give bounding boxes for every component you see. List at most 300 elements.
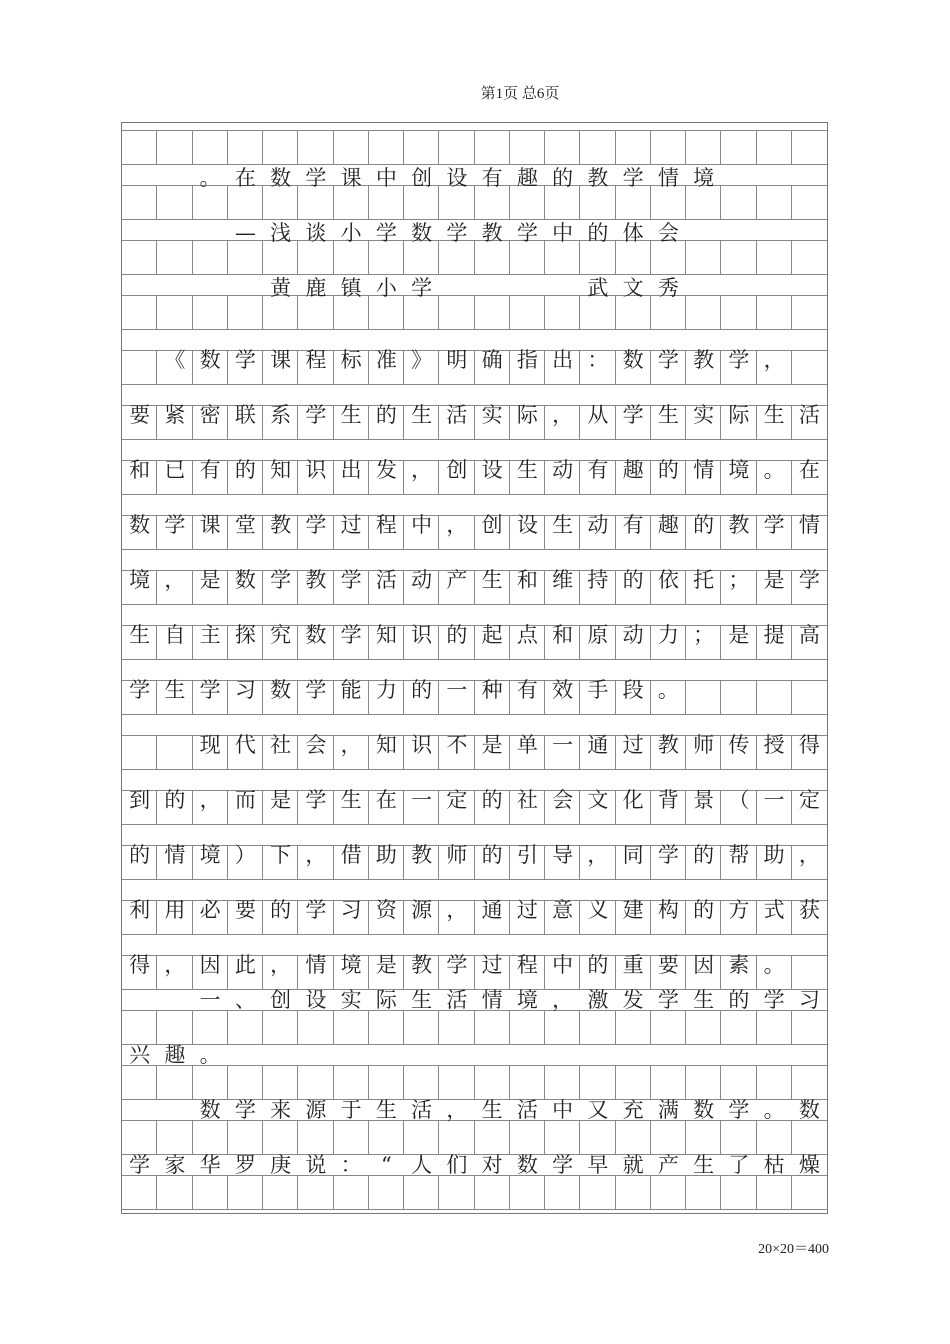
glyph: 从 [587,403,609,427]
glyph: 》 [411,348,433,372]
glyph: 师 [446,843,468,867]
grid-cell [616,1176,651,1209]
glyph: 教 [411,843,433,867]
glyph: 确 [481,348,503,372]
glyph: 而 [234,788,256,812]
glyph: — [234,221,256,245]
glyph: 的 [234,458,256,482]
glyph: 能 [340,678,362,702]
grid-cell [193,131,228,164]
glyph: 利 [129,898,151,922]
glyph: 单 [516,733,538,757]
glyph: 有 [199,458,221,482]
glyph: 素 [728,953,750,977]
glyph: 境 [129,568,151,592]
glyph: 活 [375,568,397,592]
glyph: 活 [798,403,820,427]
grid-cell [757,1176,792,1209]
glyph: 、 [234,988,256,1012]
glyph: 联 [234,403,256,427]
glyph: 生 [481,568,503,592]
glyph: 枯 [763,1153,785,1177]
glyph: 生 [340,403,362,427]
glyph: 体 [622,221,644,245]
grid-cell [616,131,651,164]
glyph: 在 [375,788,397,812]
glyph: 中 [411,513,433,537]
glyph: 生 [763,403,785,427]
grid-cell [228,131,263,164]
glyph: 家 [164,1153,186,1177]
glyph: 学 [129,1153,151,1177]
glyph: ， [552,403,574,427]
grid-cell [263,1176,298,1209]
glyph: ， [270,953,292,977]
glyph: ， [164,568,186,592]
glyph: 实 [481,403,503,427]
glyph: 的 [270,898,292,922]
glyph: 和 [552,623,574,647]
glyph: 际 [728,403,750,427]
glyph: ， [199,788,221,812]
glyph: 的 [657,458,679,482]
glyph: 武 [587,276,609,300]
glyph: 必 [199,898,221,922]
glyph: 的 [481,843,503,867]
glyph: 社 [516,788,538,812]
glyph: 情 [305,953,327,977]
glyph: 学 [622,403,644,427]
glyph: 学 [199,678,221,702]
glyph: 谈 [305,221,327,245]
glyph: 有 [481,166,503,190]
glyph: 情 [481,988,503,1012]
glyph: 数 [516,1153,538,1177]
text-line-glyphs [122,163,827,193]
glyph: 活 [446,403,468,427]
glyph: 人 [411,1153,433,1177]
glyph: 满 [657,1098,679,1122]
glyph: 过 [622,733,644,757]
text-line-glyphs [122,218,827,248]
grid-cell [369,131,404,164]
glyph: 创 [481,513,503,537]
glyph: 的 [164,788,186,812]
glyph: 要 [657,953,679,977]
grid-row [122,1175,827,1210]
glyph: 是 [270,788,292,812]
glyph: 方 [728,898,750,922]
glyph: 习 [798,988,820,1012]
glyph: 充 [622,1098,644,1122]
glyph: 趣 [622,458,644,482]
glyph: 学 [446,953,468,977]
glyph: 此 [234,953,256,977]
glyph: 数 [411,221,433,245]
glyph: 有 [587,458,609,482]
glyph: 的 [728,988,750,1012]
glyph: 的 [411,678,433,702]
glyph: 高 [798,623,820,647]
grid-cell [721,1176,756,1209]
glyph: 动 [587,513,609,537]
glyph: 学 [728,1098,750,1122]
glyph: 源 [305,1098,327,1122]
glyph: 程 [305,348,327,372]
glyph: 识 [305,458,327,482]
glyph: 到 [129,788,151,812]
text-line-glyphs [122,273,827,303]
glyph: 学 [234,348,256,372]
glyph: 课 [270,348,292,372]
glyph: 一 [411,788,433,812]
glyph: 教 [587,166,609,190]
glyph: 境 [516,988,538,1012]
glyph: 的 [587,953,609,977]
glyph: 主 [199,623,221,647]
grid-cell [122,131,157,164]
glyph: 已 [164,458,186,482]
glyph: 在 [234,166,256,190]
glyph: 过 [481,953,503,977]
glyph: 生 [340,788,362,812]
glyph: 数 [234,568,256,592]
glyph: 学 [340,623,362,647]
glyph: 于 [340,1098,362,1122]
glyph: 设 [446,166,468,190]
grid-cell [580,1176,615,1209]
glyph: 和 [129,458,151,482]
glyph: 得 [129,953,151,977]
glyph: 的 [446,623,468,647]
glyph: 课 [340,166,362,190]
glyph: 源 [411,898,433,922]
glyph: 师 [693,733,715,757]
glyph: ， [763,348,785,372]
text-line-glyphs [122,785,827,815]
glyph: 托 [693,568,715,592]
glyph: 准 [375,348,397,372]
grid-cell [545,131,580,164]
glyph: 要 [129,403,151,427]
grid-cell [404,1176,439,1209]
glyph: 数 [798,1098,820,1122]
glyph: 通 [481,898,503,922]
glyph: 出 [340,458,362,482]
glyph: 创 [270,988,292,1012]
glyph: ； [728,568,750,592]
glyph: 出 [552,348,574,372]
grid-cell [334,1176,369,1209]
text-line-glyphs [122,675,827,705]
glyph: 学 [164,513,186,537]
glyph: 学 [305,898,327,922]
glyph: 数 [199,348,221,372]
glyph: 发 [375,458,397,482]
glyph: 小 [340,221,362,245]
glyph: 境 [199,843,221,867]
glyph: 学 [622,166,644,190]
glyph: 会 [305,733,327,757]
glyph: 学 [305,678,327,702]
glyph: 会 [552,788,574,812]
text-line-glyphs [122,840,827,870]
glyph: 教 [481,221,503,245]
glyph: 用 [164,898,186,922]
glyph: 动 [622,623,644,647]
glyph: 活 [446,988,468,1012]
page-indicator: 第1页 总6页 [480,86,560,102]
glyph: 发 [622,988,644,1012]
glyph: 学 [763,513,785,537]
grid-cell [475,131,510,164]
text-line-glyphs [122,950,827,980]
text-line-glyphs [122,895,827,925]
glyph: ， [340,733,362,757]
text-line-glyphs [122,565,827,595]
glyph: 际 [375,988,397,1012]
glyph: 学 [129,678,151,702]
glyph: 习 [234,678,256,702]
glyph: 生 [657,403,679,427]
glyph: 的 [375,403,397,427]
glyph: 提 [763,623,785,647]
glyph: 秀 [657,276,679,300]
glyph: 早 [587,1153,609,1177]
glyph: 创 [446,458,468,482]
glyph: 是 [199,568,221,592]
glyph: 产 [446,568,468,592]
glyph: ， [587,843,609,867]
glyph: 生 [693,1153,715,1177]
grid-cell [122,1176,157,1209]
glyph: 数 [622,348,644,372]
grid-cell [686,1176,721,1209]
glyph: 的 [481,788,503,812]
glyph: 自 [164,623,186,647]
glyph: 教 [270,513,292,537]
glyph: 探 [234,623,256,647]
glyph: 得 [798,733,820,757]
glyph: 动 [411,568,433,592]
glyph: 生 [516,458,538,482]
grid-spec-label: 20×20＝400 [758,1242,829,1257]
glyph: 教 [728,513,750,537]
grid-cell [510,1176,545,1209]
glyph: 紧 [164,403,186,427]
glyph: 是 [375,953,397,977]
glyph: 课 [199,513,221,537]
grid-cell [439,1176,474,1209]
glyph: 学 [305,166,327,190]
glyph: 社 [270,733,292,757]
glyph: 产 [657,1153,679,1177]
glyph: 过 [340,513,362,537]
glyph: 建 [622,898,644,922]
glyph: 景 [693,788,715,812]
glyph: 。 [763,458,785,482]
glyph: 效 [552,678,574,702]
grid-cell [298,1176,333,1209]
glyph: 的 [693,843,715,867]
glyph: 要 [234,898,256,922]
glyph: 原 [587,623,609,647]
glyph: 学 [657,348,679,372]
glyph: 知 [375,623,397,647]
glyph: 力 [375,678,397,702]
glyph: 数 [305,623,327,647]
glyph: 有 [622,513,644,537]
glyph: 是 [763,568,785,592]
glyph: 起 [481,623,503,647]
glyph: 对 [481,1153,503,1177]
glyph: 堂 [234,513,256,537]
grid-row [122,130,827,165]
glyph: 密 [199,403,221,427]
glyph: 现 [199,733,221,757]
text-line-glyphs [122,345,827,375]
glyph: 趣 [164,1043,186,1067]
glyph: 下 [270,843,292,867]
glyph: ： [340,1153,362,1177]
glyph: 生 [129,623,151,647]
glyph: 在 [798,458,820,482]
glyph: 化 [622,788,644,812]
glyph: 学 [657,843,679,867]
glyph: 程 [375,513,397,537]
glyph: ） [234,843,256,867]
grid-cell [334,131,369,164]
glyph: 因 [693,953,715,977]
glyph: 们 [446,1153,468,1177]
glyph: 黄 [270,276,292,300]
glyph: 的 [693,898,715,922]
glyph: 境 [728,458,750,482]
text-line-glyphs [122,985,827,1015]
glyph: 学 [305,513,327,537]
glyph: 教 [305,568,327,592]
glyph: 中 [375,166,397,190]
glyph: 教 [411,953,433,977]
glyph: 学 [728,348,750,372]
glyph: 通 [587,733,609,757]
glyph: 了 [728,1153,750,1177]
glyph: 不 [446,733,468,757]
glyph: 背 [657,788,679,812]
glyph: 点 [516,623,538,647]
glyph: 有 [516,678,538,702]
glyph: ， [305,843,327,867]
glyph: 指 [516,348,538,372]
grid-cell [580,131,615,164]
glyph: 资 [375,898,397,922]
glyph: 小 [375,276,397,300]
grid-cell [651,1176,686,1209]
glyph: 重 [622,953,644,977]
glyph: 一 [199,988,221,1012]
glyph: 学 [234,1098,256,1122]
glyph: 生 [481,1098,503,1122]
glyph: 就 [622,1153,644,1177]
grid-cell [228,1176,263,1209]
glyph: 境 [340,953,362,977]
glyph: 数 [199,1098,221,1122]
glyph: 会 [657,221,679,245]
glyph: 华 [199,1153,221,1177]
glyph: 际 [516,403,538,427]
glyph: 的 [587,221,609,245]
glyph: 情 [657,166,679,190]
glyph: 兴 [129,1043,151,1067]
glyph: 同 [622,843,644,867]
glyph: ， [446,898,468,922]
glyph: 设 [305,988,327,1012]
glyph: ， [446,513,468,537]
glyph: 教 [693,348,715,372]
glyph: 明 [446,348,468,372]
grid-cell [686,131,721,164]
grid-cell [193,1176,228,1209]
glyph: 设 [516,513,538,537]
glyph: 习 [340,898,362,922]
glyph: 学 [411,276,433,300]
glyph: 识 [411,733,433,757]
glyph: 学 [375,221,397,245]
glyph: 《 [164,348,186,372]
grid-cell [510,131,545,164]
glyph: 数 [270,166,292,190]
glyph: 。 [657,678,679,702]
grid-cell [721,131,756,164]
grid-cell [157,131,192,164]
glyph: 一 [552,733,574,757]
manuscript-grid-paper [121,122,828,1214]
glyph: 中 [552,221,574,245]
glyph: 过 [516,898,538,922]
glyph: 生 [411,988,433,1012]
glyph: ： [587,348,609,372]
glyph: 学 [305,788,327,812]
glyph: 代 [234,733,256,757]
glyph: 实 [693,403,715,427]
glyph: 助 [375,843,397,867]
glyph: 的 [622,568,644,592]
glyph: 生 [552,513,574,537]
glyph: ； [693,623,715,647]
glyph: 生 [164,678,186,702]
grid-cell [439,131,474,164]
glyph: 趣 [657,513,679,537]
glyph: 生 [411,403,433,427]
text-line-glyphs [122,1040,827,1070]
grid-cell [369,1176,404,1209]
glyph: 中 [552,1098,574,1122]
glyph: 助 [763,843,785,867]
glyph: 。 [763,953,785,977]
glyph: 学 [340,568,362,592]
glyph: 创 [411,166,433,190]
glyph: 。 [763,1098,785,1122]
glyph: 构 [657,898,679,922]
glyph: 文 [587,788,609,812]
glyph: 帮 [728,843,750,867]
glyph: 持 [587,568,609,592]
grid-cell [404,131,439,164]
glyph: 数 [129,513,151,537]
glyph: 系 [270,403,292,427]
glyph: 是 [728,623,750,647]
text-line-glyphs [122,400,827,430]
